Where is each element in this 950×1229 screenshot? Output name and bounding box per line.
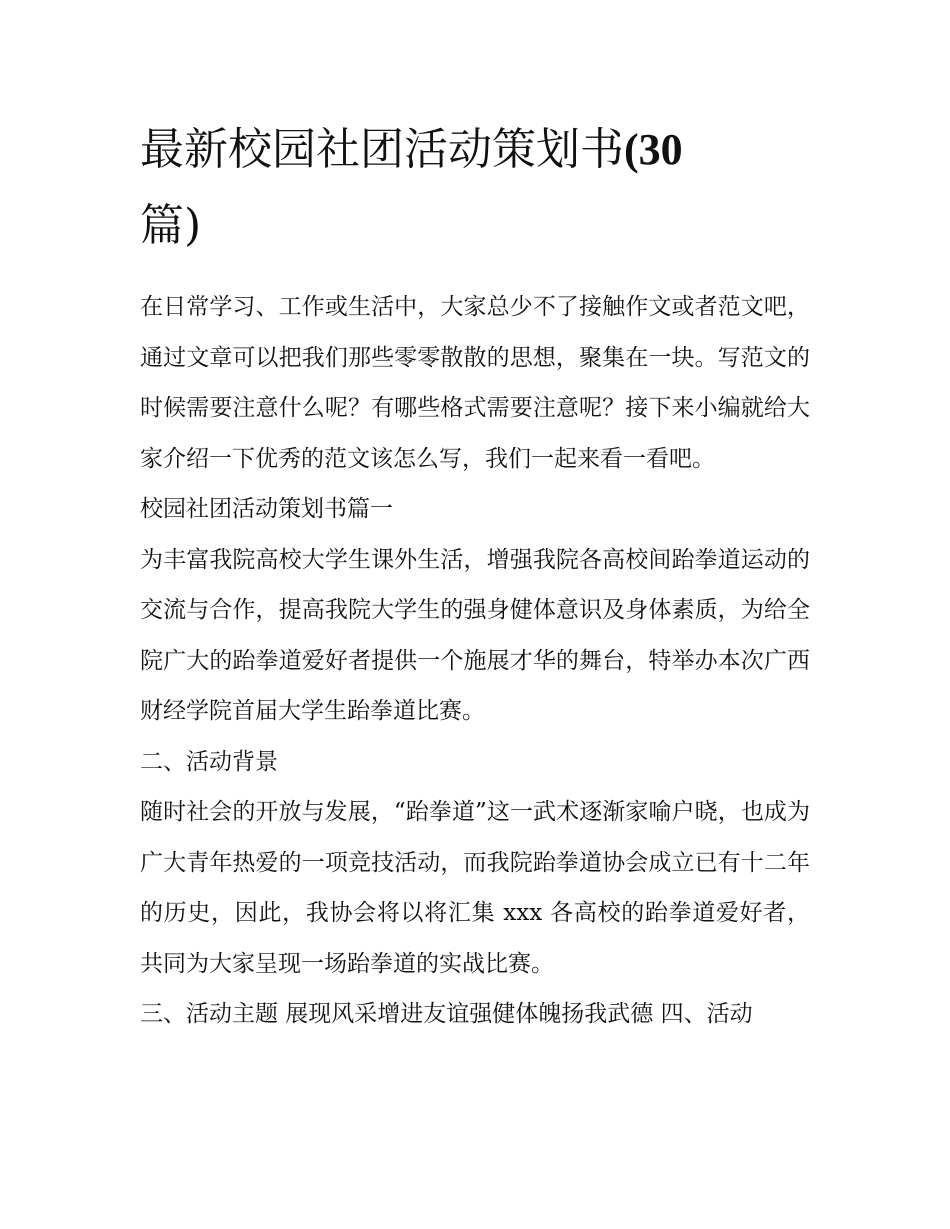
section2-heading: 二、活动背景 xyxy=(140,748,278,775)
section2-body: 随时社会的开放与发展，“跆拳道”这一武术逐渐家喻户晓，也成为广大青年热爱的一项竞技活动，而我院跆拳道协会成立已有十二年的历史，因此，我协会将以将汇集 xxx 各高校的跆拳道爱好者，共同为大家呈现一场跆拳道的实战比赛。 xyxy=(140,799,810,977)
title-main: 最新校园社团活动策划书 xyxy=(140,124,624,175)
title-line2: 篇) xyxy=(140,200,202,251)
title-suffix: (30 xyxy=(624,125,683,174)
section1-body: 为丰富我院高校大学生课外生活，增强我院各高校间跆拳道运动的交流与合作，提高我院大学生的强身健体意识及身体素质，为给全院广大的跆拳道爱好者提供一个施展才华的舞台，特举办本次广西财经学院首届大学生跆拳道比赛。 xyxy=(140,546,810,724)
section3-line: 三、活动主题 展现风采增进友谊强健体魄扬我武德 四、活动 xyxy=(140,1001,753,1027)
document-title xyxy=(140,112,810,264)
intro-paragraph: 在日常学习、工作或生活中，大家总少不了接触作文或者范文吧，通过文章可以把我们那些零零散散的思想，聚集在一块。写范文的时候需要注意什么呢？有哪些格式需要注意呢？接下来小编就给大家介绍一下优秀的范文该怎么写，我们一起来看一看吧。 xyxy=(140,294,810,472)
section1-heading: 校园社团活动策划书篇一 xyxy=(140,496,393,522)
document-page xyxy=(140,112,810,1040)
